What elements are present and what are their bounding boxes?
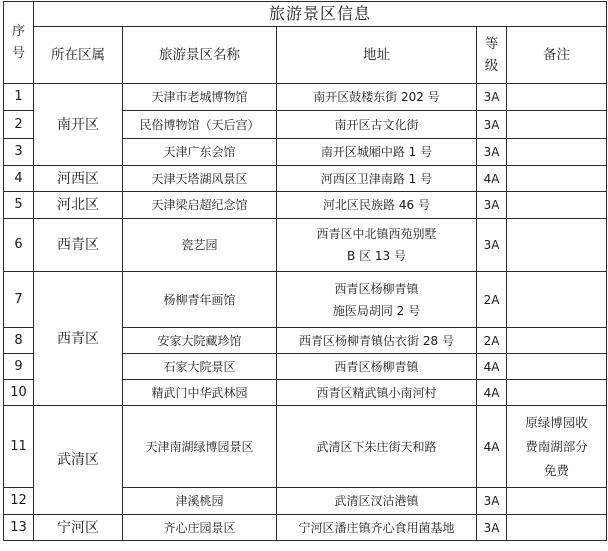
row-seq: 9 (4, 354, 34, 380)
row-grade: 4A (477, 406, 507, 488)
row-note (507, 515, 607, 541)
row-note (507, 139, 607, 166)
table-row (4, 84, 607, 111)
row-district: 河北区 (34, 192, 123, 219)
row-note (507, 166, 607, 192)
row-name: 民俗博物馆（天后宫） (123, 111, 277, 139)
row-address: 西青区杨柳青镇 (277, 354, 477, 380)
header-note: 备注 (507, 27, 607, 84)
row-note (507, 488, 607, 515)
row-note (507, 192, 607, 219)
row-address-line1: 西青区中北镇西苑别墅 (316, 227, 437, 241)
row-grade: 3A (477, 111, 507, 139)
row-grade: 4A (477, 380, 507, 406)
row-name: 天津广东会馆 (123, 139, 277, 166)
header-name: 旅游景区名称 (123, 27, 277, 84)
row-note (507, 328, 607, 354)
header-address: 地址 (277, 27, 477, 84)
row-grade: 3A (477, 219, 507, 272)
row-name: 精武门中华武林园 (123, 380, 277, 406)
row-seq: 8 (4, 328, 34, 354)
row-name: 石家大院景区 (123, 354, 277, 380)
row-address: 武清区下朱庄街天和路 (277, 406, 477, 488)
table-row (4, 406, 607, 488)
row-name: 天津天塔湖风景区 (123, 166, 277, 192)
row-note (507, 219, 607, 272)
row-grade: 4A (477, 354, 507, 380)
row-district: 武清区 (34, 406, 123, 515)
row-grade: 3A (477, 515, 507, 541)
row-grade: 2A (477, 328, 507, 354)
header-seq-line1: 序 (11, 23, 25, 39)
row-address: 武清区汊沽港镇 (277, 488, 477, 515)
row-seq: 4 (4, 166, 34, 192)
row-address-line2: B 区 13 号 (347, 249, 406, 263)
row-grade: 3A (477, 139, 507, 166)
row-seq: 12 (4, 488, 34, 515)
row-seq: 6 (4, 219, 34, 272)
row-address: 南开区鼓楼东街 202 号 (277, 84, 477, 111)
table-row (4, 515, 607, 541)
row-seq: 11 (4, 406, 34, 488)
row-note (507, 84, 607, 111)
row-seq: 7 (4, 272, 34, 328)
row-note (507, 380, 607, 406)
row-seq: 1 (4, 84, 34, 111)
row-name: 天津市老城博物馆 (123, 84, 277, 111)
row-note (507, 354, 607, 380)
table-row (4, 192, 607, 219)
row-address-line2: 施医局胡同 2 号 (332, 303, 421, 318)
row-address: 西青区精武镇小南河村 (277, 380, 477, 406)
row-grade: 3A (477, 84, 507, 111)
row-grade: 4A (477, 166, 507, 192)
row-address: 河北区民族路 46 号 (277, 192, 477, 219)
row-note (507, 406, 607, 488)
row-district: 河西区 (34, 166, 123, 192)
table-row (4, 272, 607, 328)
row-seq: 5 (4, 192, 34, 219)
row-note-line3: 免费 (544, 462, 570, 478)
row-grade: 3A (477, 192, 507, 219)
row-grade: 3A (477, 488, 507, 515)
header-seq-line2: 号 (11, 45, 25, 61)
row-address (277, 272, 477, 328)
row-note (507, 272, 607, 328)
header-grade (477, 27, 507, 84)
row-seq: 2 (4, 111, 34, 139)
header-grade-line2: 级 (484, 58, 499, 74)
row-name: 津溪桃园 (123, 488, 277, 515)
table-row (4, 166, 607, 192)
row-address (277, 219, 477, 272)
table-row (4, 219, 607, 272)
row-seq: 10 (4, 380, 34, 406)
row-seq: 13 (4, 515, 34, 541)
row-district: 西青区 (34, 272, 123, 406)
row-address: 南开区城厢中路 1 号 (277, 139, 477, 166)
row-name: 瓷艺园 (123, 219, 277, 272)
row-name: 杨柳青年画馆 (123, 272, 277, 328)
header-seq (4, 2, 34, 84)
header-district: 所在区属 (34, 27, 123, 84)
row-note-line1: 原绿博园收 (525, 414, 588, 430)
row-address: 宁河区潘庄镇齐心食用菌基地 (277, 515, 477, 541)
row-name: 安家大院藏珍馆 (123, 328, 277, 354)
table-title: 旅游景区信息 (34, 2, 607, 27)
row-grade: 2A (477, 272, 507, 328)
row-district: 宁河区 (34, 515, 123, 541)
row-note (507, 111, 607, 139)
row-district: 南开区 (34, 84, 123, 166)
row-name: 天津梁启超纪念馆 (123, 192, 277, 219)
row-address: 西青区杨柳青镇估衣街 28 号 (277, 328, 477, 354)
row-note-line2: 费南湖部分 (525, 438, 588, 454)
row-name: 天津南湖绿博园景区 (123, 406, 277, 488)
row-address: 河西区卫津南路 1 号 (277, 166, 477, 192)
row-seq: 3 (4, 139, 34, 166)
row-district: 西青区 (34, 219, 123, 272)
scenic-area-table (3, 1, 607, 541)
row-name: 齐心庄园景区 (123, 515, 277, 541)
header-grade-line1: 等 (484, 36, 499, 52)
row-address: 南开区古文化街 (277, 111, 477, 139)
row-address-line1: 西青区杨柳青镇 (334, 281, 419, 296)
